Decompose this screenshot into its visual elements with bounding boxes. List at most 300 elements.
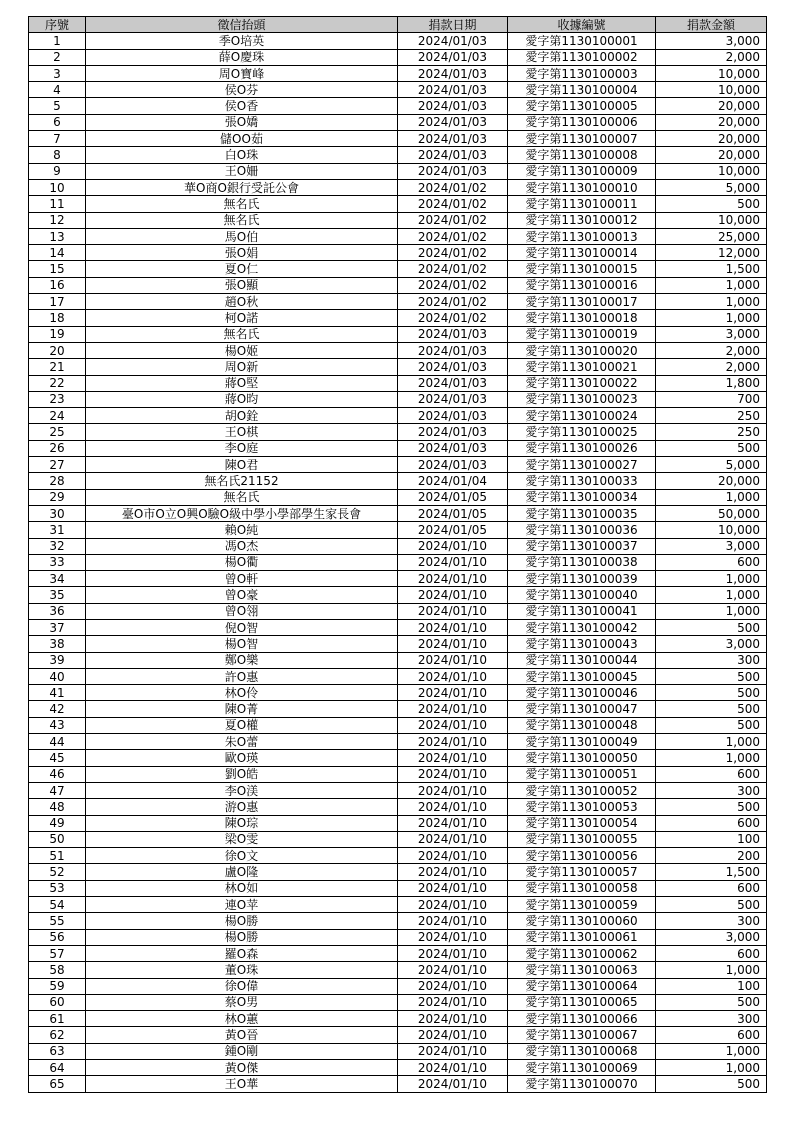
donation-amount-cell: 3,000 [656,33,767,49]
receipt-number-cell: 愛字第1130100019 [508,326,656,342]
donation-amount-cell: 300 [656,1011,767,1027]
table-row [29,815,767,831]
receipt-number-cell: 愛字第1130100070 [508,1076,656,1092]
serial-number-cell: 16 [29,277,86,293]
donation-amount-cell: 100 [656,831,767,847]
serial-number-cell: 21 [29,359,86,375]
receipt-number-cell: 愛字第1130100060 [508,913,656,929]
donation-amount-cell: 1,500 [656,864,767,880]
donor-name-cell: 林O伶 [86,685,398,701]
serial-number-cell: 65 [29,1076,86,1092]
donor-name-cell: 蔣O堅 [86,375,398,391]
donation-date-cell: 2024/01/10 [398,717,508,733]
donation-amount-cell: 600 [656,1027,767,1043]
serial-number-cell: 33 [29,554,86,570]
donation-date-cell: 2024/01/02 [398,196,508,212]
serial-number-cell: 19 [29,326,86,342]
donation-amount-cell: 1,800 [656,375,767,391]
table-row [29,864,767,880]
donor-name-cell: 鍾O剛 [86,1043,398,1059]
donor-name-cell: 趙O秋 [86,294,398,310]
donation-amount-cell: 300 [656,913,767,929]
donation-date-cell: 2024/01/10 [398,603,508,619]
receipt-number-cell: 愛字第1130100012 [508,212,656,228]
donation-amount-cell: 10,000 [656,522,767,538]
receipt-number-cell: 愛字第1130100050 [508,750,656,766]
donation-date-cell: 2024/01/10 [398,734,508,750]
serial-number-cell: 3 [29,65,86,81]
table-row [29,1027,767,1043]
receipt-number-cell: 愛字第1130100067 [508,1027,656,1043]
table-row [29,489,767,505]
donor-name-cell: 李O渼 [86,782,398,798]
serial-number-cell: 39 [29,652,86,668]
serial-number-cell: 22 [29,375,86,391]
table-row [29,391,767,407]
table-row [29,929,767,945]
header-donor-name: 徵信抬頭 [86,17,398,33]
serial-number-cell: 13 [29,228,86,244]
serial-number-cell: 61 [29,1011,86,1027]
receipt-number-cell: 愛字第1130100046 [508,685,656,701]
donor-name-cell: 胡O銓 [86,408,398,424]
receipt-number-cell: 愛字第1130100020 [508,342,656,358]
donor-name-cell: 王O棋 [86,424,398,440]
donation-date-cell: 2024/01/03 [398,424,508,440]
table-row [29,33,767,49]
receipt-number-cell: 愛字第1130100021 [508,359,656,375]
table-row [29,114,767,130]
donation-amount-cell: 12,000 [656,245,767,261]
donor-name-cell: 侯O香 [86,98,398,114]
receipt-number-cell: 愛字第1130100007 [508,131,656,147]
receipt-number-cell: 愛字第1130100066 [508,1011,656,1027]
donation-date-cell: 2024/01/10 [398,815,508,831]
donation-date-cell: 2024/01/10 [398,701,508,717]
table-row [29,228,767,244]
donation-date-cell: 2024/01/02 [398,261,508,277]
table-row [29,82,767,98]
donation-date-cell: 2024/01/10 [398,962,508,978]
donation-amount-cell: 2,000 [656,342,767,358]
serial-number-cell: 29 [29,489,86,505]
header-row [29,17,767,33]
table-row [29,945,767,961]
donation-amount-cell: 1,000 [656,489,767,505]
donation-amount-cell: 20,000 [656,147,767,163]
receipt-number-cell: 愛字第1130100001 [508,33,656,49]
serial-number-cell: 17 [29,294,86,310]
receipt-number-cell: 愛字第1130100054 [508,815,656,831]
donation-date-cell: 2024/01/10 [398,1043,508,1059]
serial-number-cell: 28 [29,473,86,489]
donation-amount-cell: 500 [656,196,767,212]
donation-amount-cell: 500 [656,668,767,684]
header-donation-amount: 捐款金額 [656,17,767,33]
donation-date-cell: 2024/01/03 [398,163,508,179]
donor-name-cell: 夏O權 [86,717,398,733]
donation-amount-cell: 500 [656,701,767,717]
receipt-number-cell: 愛字第1130100062 [508,945,656,961]
donation-date-cell: 2024/01/03 [398,49,508,65]
donation-amount-cell: 600 [656,766,767,782]
receipt-number-cell: 愛字第1130100038 [508,554,656,570]
receipt-number-cell: 愛字第1130100042 [508,619,656,635]
donation-amount-cell: 5,000 [656,179,767,195]
donation-date-cell: 2024/01/10 [398,978,508,994]
receipt-number-cell: 愛字第1130100069 [508,1060,656,1076]
serial-number-cell: 58 [29,962,86,978]
donation-amount-cell: 1,000 [656,571,767,587]
serial-number-cell: 59 [29,978,86,994]
serial-number-cell: 38 [29,636,86,652]
serial-number-cell: 64 [29,1060,86,1076]
receipt-number-cell: 愛字第1130100008 [508,147,656,163]
donor-name-cell: 歐O瑛 [86,750,398,766]
serial-number-cell: 26 [29,440,86,456]
table-row [29,994,767,1010]
table-row [29,701,767,717]
receipt-number-cell: 愛字第1130100057 [508,864,656,880]
table-row [29,424,767,440]
donation-amount-cell: 1,000 [656,1060,767,1076]
donation-date-cell: 2024/01/10 [398,587,508,603]
table-row [29,440,767,456]
donation-amount-cell: 20,000 [656,114,767,130]
serial-number-cell: 37 [29,619,86,635]
donation-date-cell: 2024/01/03 [398,440,508,456]
donor-name-cell: 侯O芬 [86,82,398,98]
serial-number-cell: 44 [29,734,86,750]
receipt-number-cell: 愛字第1130100059 [508,897,656,913]
donation-amount-cell: 10,000 [656,212,767,228]
serial-number-cell: 6 [29,114,86,130]
donor-name-cell: 王O華 [86,1076,398,1092]
serial-number-cell: 1 [29,33,86,49]
donation-date-cell: 2024/01/10 [398,1076,508,1092]
serial-number-cell: 56 [29,929,86,945]
receipt-number-cell: 愛字第1130100036 [508,522,656,538]
donor-name-cell: 朱O蕾 [86,734,398,750]
donation-date-cell: 2024/01/10 [398,538,508,554]
donation-amount-cell: 500 [656,799,767,815]
table-row [29,636,767,652]
donor-name-cell: 楊O衢 [86,554,398,570]
receipt-number-cell: 愛字第1130100018 [508,310,656,326]
donation-date-cell: 2024/01/10 [398,1027,508,1043]
donor-name-cell: 劉O皓 [86,766,398,782]
donor-name-cell: 柯O諾 [86,310,398,326]
serial-number-cell: 18 [29,310,86,326]
donation-date-cell: 2024/01/02 [398,310,508,326]
receipt-number-cell: 愛字第1130100027 [508,457,656,473]
receipt-number-cell: 愛字第1130100035 [508,505,656,521]
table-row [29,1076,767,1092]
donor-name-cell: 曾O豪 [86,587,398,603]
table-row [29,913,767,929]
donation-amount-cell: 50,000 [656,505,767,521]
donor-name-cell: 無名氏 [86,489,398,505]
table-row [29,978,767,994]
donor-name-cell: 徐O偉 [86,978,398,994]
donor-name-cell: 周O寶峰 [86,65,398,81]
serial-number-cell: 2 [29,49,86,65]
donor-name-cell: 楊O姬 [86,342,398,358]
table-row [29,734,767,750]
serial-number-cell: 14 [29,245,86,261]
donor-name-cell: 連O苹 [86,897,398,913]
donation-date-cell: 2024/01/03 [398,98,508,114]
donation-amount-cell: 300 [656,782,767,798]
table-row [29,619,767,635]
table-row [29,457,767,473]
donation-amount-cell: 500 [656,440,767,456]
donation-date-cell: 2024/01/10 [398,880,508,896]
donation-date-cell: 2024/01/03 [398,408,508,424]
table-row [29,750,767,766]
serial-number-cell: 11 [29,196,86,212]
donor-name-cell: 王O姍 [86,163,398,179]
donation-date-cell: 2024/01/10 [398,864,508,880]
donor-name-cell: 張O顯 [86,277,398,293]
receipt-number-cell: 愛字第1130100063 [508,962,656,978]
donor-name-cell: 蔣O昀 [86,391,398,407]
donation-date-cell: 2024/01/03 [398,457,508,473]
donation-amount-cell: 25,000 [656,228,767,244]
donation-date-cell: 2024/01/05 [398,489,508,505]
table-row [29,147,767,163]
donor-name-cell: 曾O軒 [86,571,398,587]
donation-amount-cell: 700 [656,391,767,407]
serial-number-cell: 48 [29,799,86,815]
table-row [29,685,767,701]
table-row [29,1060,767,1076]
donation-amount-cell: 3,000 [656,538,767,554]
donation-date-cell: 2024/01/10 [398,554,508,570]
donor-name-cell: 黃O晉 [86,1027,398,1043]
donation-date-cell: 2024/01/05 [398,505,508,521]
receipt-number-cell: 愛字第1130100025 [508,424,656,440]
donation-amount-cell: 1,000 [656,294,767,310]
serial-number-cell: 30 [29,505,86,521]
donation-amount-cell: 1,000 [656,603,767,619]
table-row [29,163,767,179]
donation-amount-cell: 1,500 [656,261,767,277]
donor-name-cell: 許O惠 [86,668,398,684]
donation-amount-cell: 600 [656,815,767,831]
serial-number-cell: 42 [29,701,86,717]
donation-date-cell: 2024/01/10 [398,685,508,701]
serial-number-cell: 41 [29,685,86,701]
table-row [29,294,767,310]
serial-number-cell: 47 [29,782,86,798]
donation-amount-cell: 500 [656,717,767,733]
table-row [29,538,767,554]
donor-name-cell: 鄭O樂 [86,652,398,668]
table-row [29,65,767,81]
donation-date-cell: 2024/01/03 [398,375,508,391]
table-row [29,522,767,538]
donor-name-cell: 陳O菁 [86,701,398,717]
table-row [29,131,767,147]
table-row [29,782,767,798]
receipt-number-cell: 愛字第1130100005 [508,98,656,114]
serial-number-cell: 55 [29,913,86,929]
receipt-number-cell: 愛字第1130100022 [508,375,656,391]
donor-name-cell: 林O蕙 [86,1011,398,1027]
receipt-number-cell: 愛字第1130100051 [508,766,656,782]
donation-amount-cell: 200 [656,848,767,864]
table-row [29,848,767,864]
donation-amount-cell: 2,000 [656,359,767,375]
receipt-number-cell: 愛字第1130100044 [508,652,656,668]
receipt-number-cell: 愛字第1130100017 [508,294,656,310]
header-receipt-number: 收據編號 [508,17,656,33]
donation-date-cell: 2024/01/03 [398,391,508,407]
donor-name-cell: 儲OO茹 [86,131,398,147]
donor-name-cell: 倪O智 [86,619,398,635]
receipt-number-cell: 愛字第1130100048 [508,717,656,733]
serial-number-cell: 10 [29,179,86,195]
donation-amount-cell: 20,000 [656,98,767,114]
table-row [29,1011,767,1027]
serial-number-cell: 36 [29,603,86,619]
serial-number-cell: 7 [29,131,86,147]
receipt-number-cell: 愛字第1130100034 [508,489,656,505]
table-row [29,342,767,358]
receipt-number-cell: 愛字第1130100058 [508,880,656,896]
donor-name-cell: 馬O伯 [86,228,398,244]
donor-name-cell: 董O珠 [86,962,398,978]
table-row [29,261,767,277]
receipt-number-cell: 愛字第1130100055 [508,831,656,847]
receipt-number-cell: 愛字第1130100011 [508,196,656,212]
table-row [29,212,767,228]
table-row [29,505,767,521]
donor-name-cell: 無名氏 [86,326,398,342]
donor-name-cell: 臺O市O立O興O驗O級中學小學部學生家長會 [86,505,398,521]
donation-amount-cell: 3,000 [656,326,767,342]
donor-name-cell: 林O如 [86,880,398,896]
serial-number-cell: 34 [29,571,86,587]
donation-date-cell: 2024/01/10 [398,831,508,847]
donation-date-cell: 2024/01/10 [398,1011,508,1027]
serial-number-cell: 50 [29,831,86,847]
donation-date-cell: 2024/01/03 [398,33,508,49]
receipt-number-cell: 愛字第1130100013 [508,228,656,244]
table-body [29,33,767,1092]
donor-name-cell: 華O商O銀行受託公會 [86,179,398,195]
donation-date-cell: 2024/01/10 [398,913,508,929]
donor-name-cell: 薛O慶珠 [86,49,398,65]
header-serial-number: 序號 [29,17,86,33]
donor-name-cell: 賴O純 [86,522,398,538]
donor-name-cell: 楊O勝 [86,913,398,929]
serial-number-cell: 62 [29,1027,86,1043]
receipt-number-cell: 愛字第1130100010 [508,179,656,195]
receipt-number-cell: 愛字第1130100061 [508,929,656,945]
donation-date-cell: 2024/01/10 [398,636,508,652]
table-row [29,962,767,978]
table-row [29,897,767,913]
donation-date-cell: 2024/01/04 [398,473,508,489]
donation-date-cell: 2024/01/02 [398,228,508,244]
donation-date-cell: 2024/01/02 [398,294,508,310]
donation-amount-cell: 250 [656,424,767,440]
donation-date-cell: 2024/01/03 [398,114,508,130]
donation-date-cell: 2024/01/10 [398,668,508,684]
donation-date-cell: 2024/01/10 [398,848,508,864]
receipt-number-cell: 愛字第1130100049 [508,734,656,750]
donation-date-cell: 2024/01/03 [398,147,508,163]
donation-date-cell: 2024/01/02 [398,212,508,228]
donation-date-cell: 2024/01/02 [398,179,508,195]
donor-name-cell: 無名氏 [86,196,398,212]
donation-date-cell: 2024/01/03 [398,359,508,375]
donation-amount-cell: 250 [656,408,767,424]
table-row [29,359,767,375]
donation-amount-cell: 2,000 [656,49,767,65]
donation-amount-cell: 600 [656,945,767,961]
serial-number-cell: 20 [29,342,86,358]
serial-number-cell: 4 [29,82,86,98]
receipt-number-cell: 愛字第1130100009 [508,163,656,179]
donor-name-cell: 游O惠 [86,799,398,815]
donation-amount-cell: 1,000 [656,277,767,293]
donor-name-cell: 周O新 [86,359,398,375]
donation-amount-cell: 10,000 [656,163,767,179]
receipt-number-cell: 愛字第1130100037 [508,538,656,554]
donation-amount-cell: 3,000 [656,636,767,652]
donor-name-cell: 張O嬌 [86,114,398,130]
table-row [29,766,767,782]
serial-number-cell: 52 [29,864,86,880]
receipt-number-cell: 愛字第1130100056 [508,848,656,864]
serial-number-cell: 49 [29,815,86,831]
table-row [29,326,767,342]
table-row [29,49,767,65]
receipt-number-cell: 愛字第1130100002 [508,49,656,65]
serial-number-cell: 32 [29,538,86,554]
donation-date-cell: 2024/01/03 [398,342,508,358]
serial-number-cell: 54 [29,897,86,913]
donor-name-cell: 夏O仁 [86,261,398,277]
receipt-number-cell: 愛字第1130100053 [508,799,656,815]
serial-number-cell: 35 [29,587,86,603]
donation-amount-cell: 500 [656,1076,767,1092]
donation-table [28,16,767,1093]
receipt-number-cell: 愛字第1130100039 [508,571,656,587]
donor-name-cell: 曾O翎 [86,603,398,619]
donation-amount-cell: 3,000 [656,929,767,945]
donation-date-cell: 2024/01/03 [398,65,508,81]
receipt-number-cell: 愛字第1130100024 [508,408,656,424]
receipt-number-cell: 愛字第1130100047 [508,701,656,717]
donation-amount-cell: 500 [656,994,767,1010]
donation-date-cell: 2024/01/03 [398,131,508,147]
donor-name-cell: 李O庭 [86,440,398,456]
donation-amount-cell: 1,000 [656,734,767,750]
donor-name-cell: 陳O君 [86,457,398,473]
receipt-number-cell: 愛字第1130100026 [508,440,656,456]
serial-number-cell: 51 [29,848,86,864]
donation-amount-cell: 1,000 [656,962,767,978]
receipt-number-cell: 愛字第1130100004 [508,82,656,98]
donor-name-cell: 無名氏 [86,212,398,228]
table-row [29,375,767,391]
receipt-number-cell: 愛字第1130100006 [508,114,656,130]
serial-number-cell: 57 [29,945,86,961]
